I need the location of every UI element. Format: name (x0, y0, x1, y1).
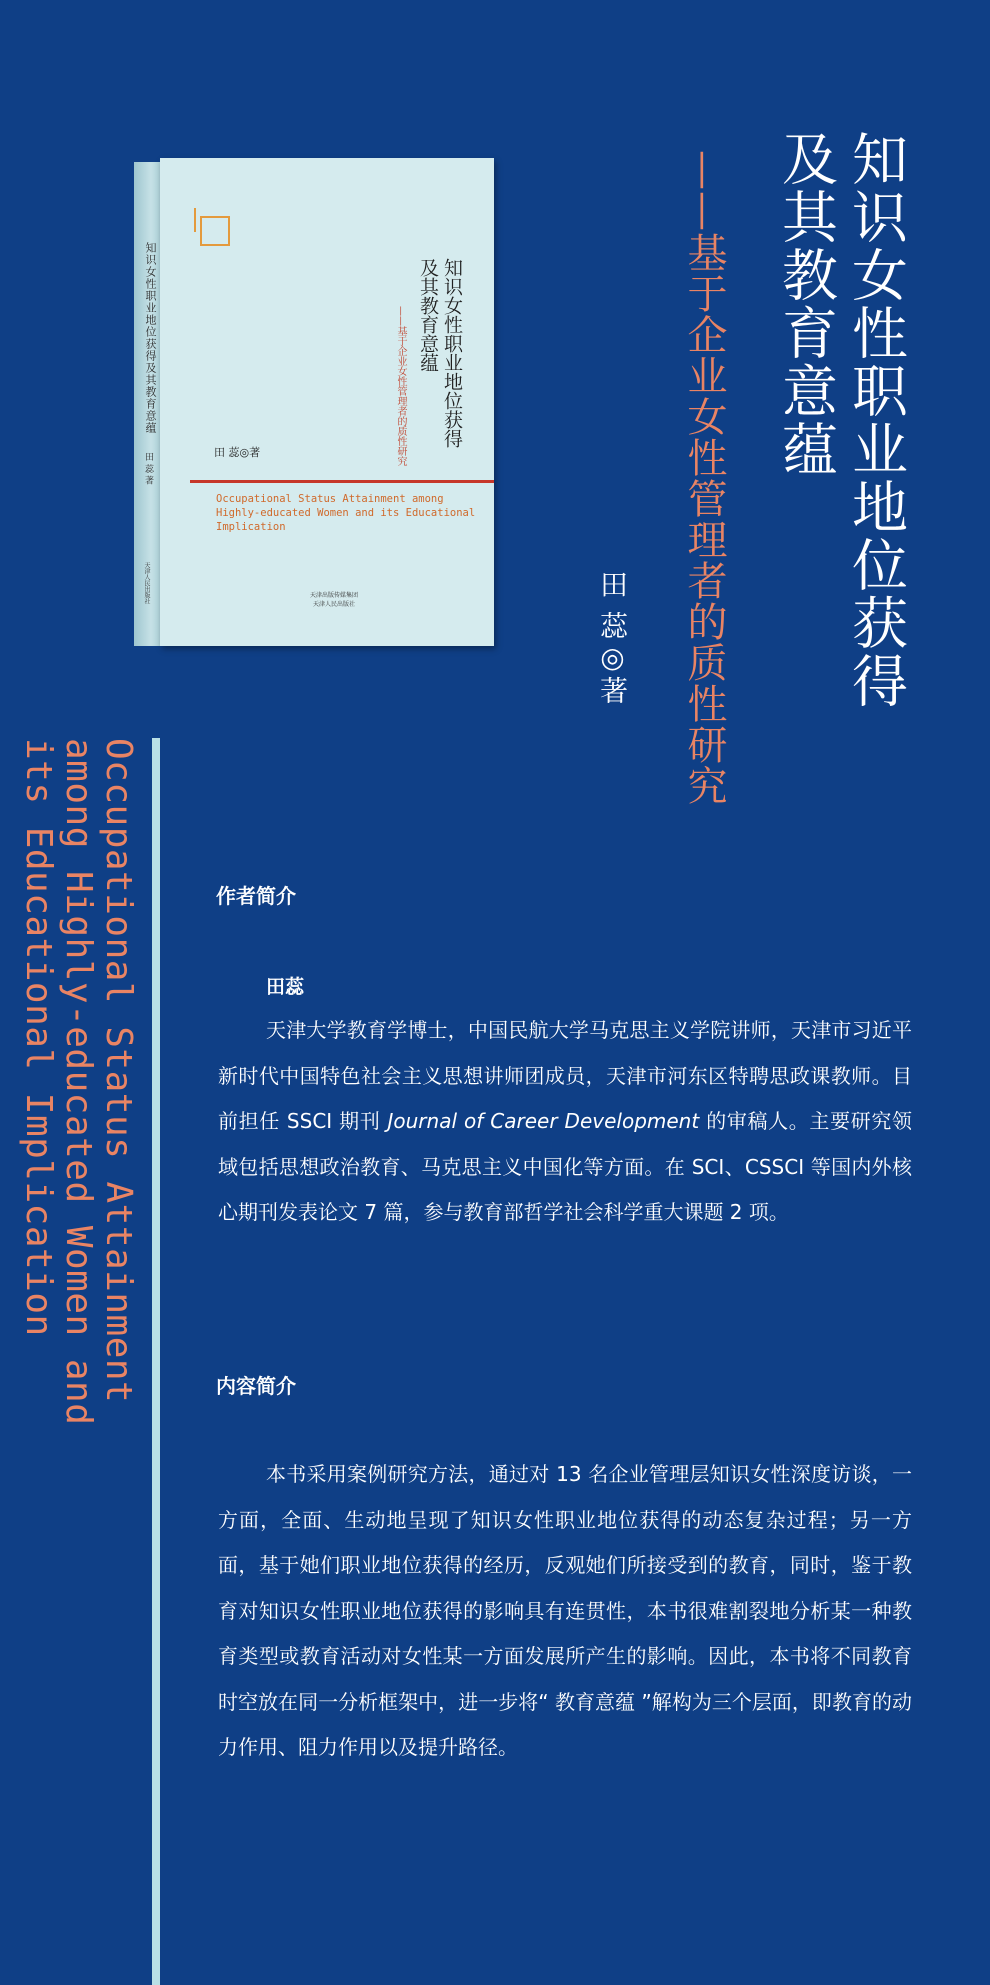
spine-publisher: 天津人民出版社 (143, 562, 150, 604)
author-section-heading: 作者简介 (216, 884, 296, 908)
cover-en-title: Occupational Status Attainment among Highly-educated Women and its Educational Implication (216, 493, 476, 533)
book-spine (134, 162, 162, 646)
author-bio (218, 1008, 912, 1236)
spine-author: 田 蕊 著 (143, 452, 153, 485)
cover-title: 知识女性职业地位获得 及其教育意蕴 (417, 258, 463, 448)
cover-author: 田 蕊◎著 (214, 446, 261, 459)
cover-decor-square-icon (200, 216, 230, 246)
book-front-cover (160, 158, 494, 646)
main-title: 知识女性职业地位获得及其教育意蕴 (773, 130, 908, 710)
journal-name: Journal of Career Development (387, 1109, 700, 1133)
author-bio-part2: 的审稿人。主要研究领域包括思想政治教育、马克思主义中国化等方面。在 SCI、CSSCI 等国内外核心期刊发表论文 7 篇，参与教育部哲学社会科学重大课题 2 项。 (218, 1109, 912, 1224)
cover-decor-line (194, 208, 196, 232)
spine-title: 知识女性职业地位获得及其教育意蕴 (144, 242, 157, 434)
cover-red-rule (190, 480, 494, 483)
vertical-divider (152, 738, 160, 1985)
subtitle: ——基于企业女性管理者的质性研究 (681, 150, 727, 806)
author-byline: 田 蕊◎著 (596, 570, 629, 706)
content-summary: 本书采用案例研究方法，通过对 13 名企业管理层知识女性深度访谈，一方面，全面、生动地呈现了知识女性职业地位获得的动态复杂过程；另一方面，基于她们职业地位获得的经历，反观她们所接受到的教育，同时，鉴于教育对知识女性职业地位获得的影响具有连贯性，本书很难割裂地分析某一种教育类型或教育活动对女性某一方面发展所产生的影响。因此，本书将不同教育时空放在同一分析框架中，进一步将“ 教育意蕴 ”解构为三个层面，即教育的动力作用、阻力作用以及提升路径。 (218, 1462, 912, 1759)
author-name: 田蕊 (266, 976, 305, 998)
content-section-heading: 内容简介 (216, 1374, 296, 1398)
book-cover-image (134, 162, 494, 646)
author-bio-part1: 天津大学教育学博士，中国民航大学马克思主义学院讲师，天津市习近平新时代中国特色社会主义思想讲师团成员，天津市河东区特聘思政课教师。目前担任 SSCI 期刊 (218, 1018, 912, 1133)
cover-subtitle: ——基于企业女性管理者的质性研究 (395, 306, 406, 466)
cover-publisher: 天津出版传媒集团 天津人民出版社 (310, 592, 359, 608)
english-title-vertical: Occupational Status Attainment among Highly-educated Women and its Educational Implication (18, 738, 139, 1426)
